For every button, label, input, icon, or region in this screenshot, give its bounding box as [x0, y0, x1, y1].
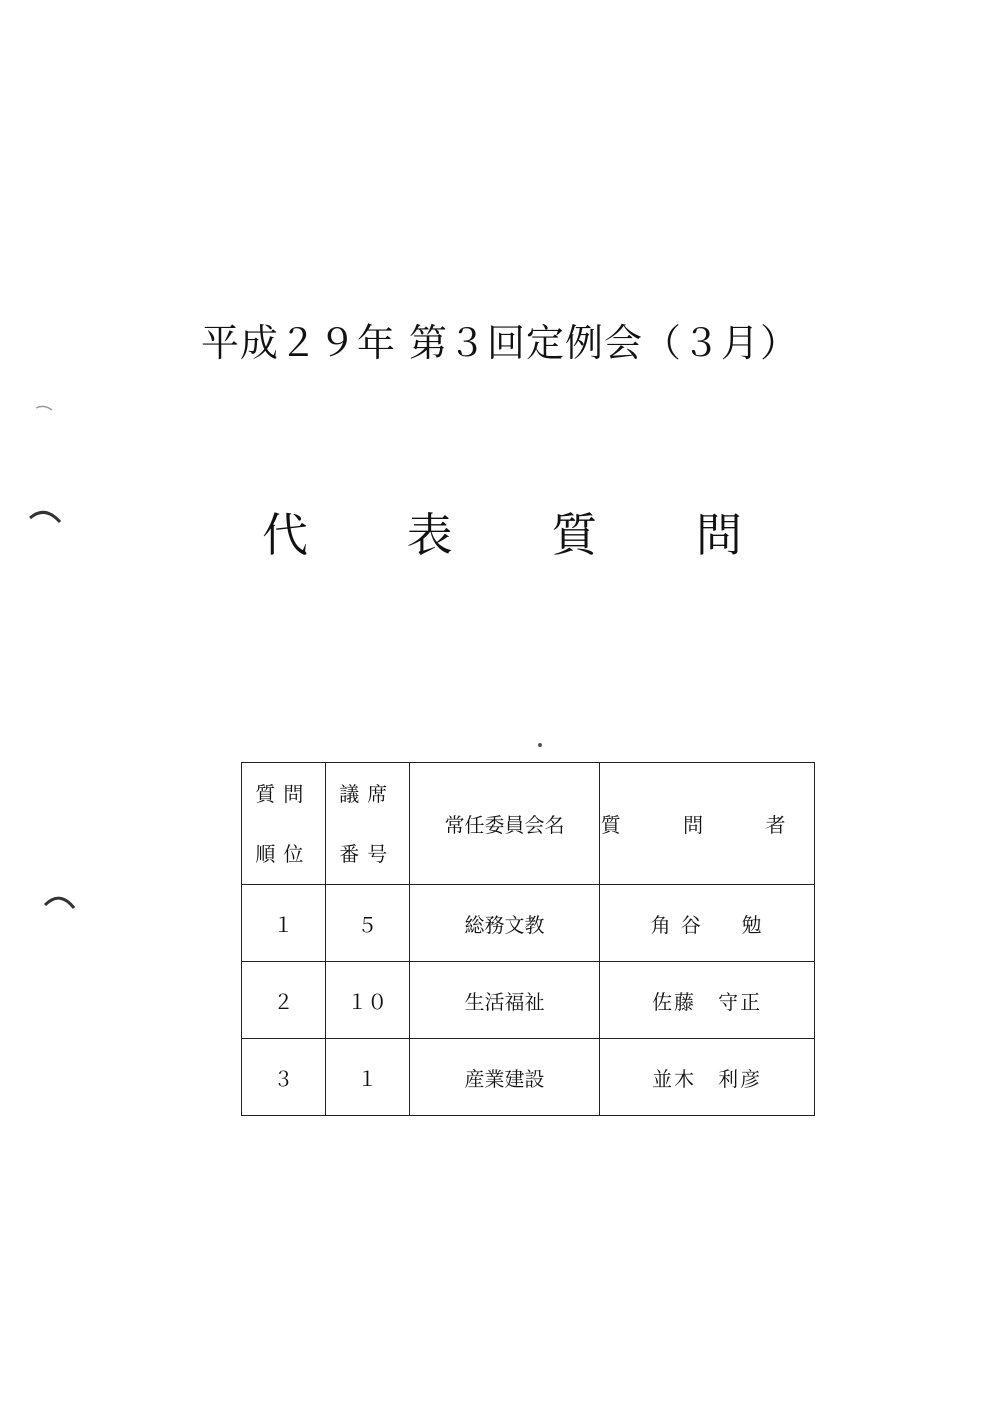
table-row	[242, 1039, 815, 1116]
header-label: 質問	[255, 781, 312, 806]
header-label: 議席	[339, 781, 396, 806]
heading-char: 代	[262, 508, 308, 562]
header-questioner	[600, 763, 815, 885]
cell-seat: １	[325, 1039, 409, 1116]
header-seat-number	[325, 763, 409, 885]
cell-order: ３	[242, 1039, 326, 1116]
document-heading	[262, 505, 742, 565]
punch-hole-mark	[45, 898, 74, 908]
header-label: 質 問 者	[600, 813, 814, 837]
cell-committee: 産業建設	[409, 1039, 600, 1116]
cell-committee: 生活福祉	[409, 962, 600, 1039]
document-title: 平成２９年 第３回定例会（３月）	[200, 321, 800, 365]
table-row	[242, 962, 815, 1039]
cell-questioner	[600, 885, 815, 962]
cell-seat: ５	[325, 885, 409, 962]
header-question-order	[242, 763, 326, 885]
heading-char: 質	[551, 508, 598, 562]
questioner-name: 角 谷 勉	[650, 912, 764, 937]
header-label: 順位	[255, 841, 312, 866]
cell-questioner	[600, 962, 815, 1039]
scan-speck	[36, 406, 52, 410]
cell-questioner	[600, 1039, 815, 1116]
scan-speck	[538, 743, 542, 747]
table-header-row	[242, 763, 815, 885]
cell-order: １	[242, 885, 326, 962]
header-committee: 常任委員会名	[409, 763, 600, 885]
questioner-name: 佐藤 守正	[652, 989, 763, 1014]
heading-char: 表	[406, 508, 453, 562]
table-row	[242, 885, 815, 962]
header-label: 番号	[339, 841, 396, 866]
cell-committee: 総務文教	[409, 885, 600, 962]
question-order-table	[241, 762, 815, 1116]
heading-char: 問	[695, 508, 742, 562]
questioner-name: 並木 利彦	[652, 1066, 763, 1091]
punch-hole-mark	[30, 512, 60, 522]
cell-seat: １０	[325, 962, 409, 1039]
cell-order: ２	[242, 962, 326, 1039]
